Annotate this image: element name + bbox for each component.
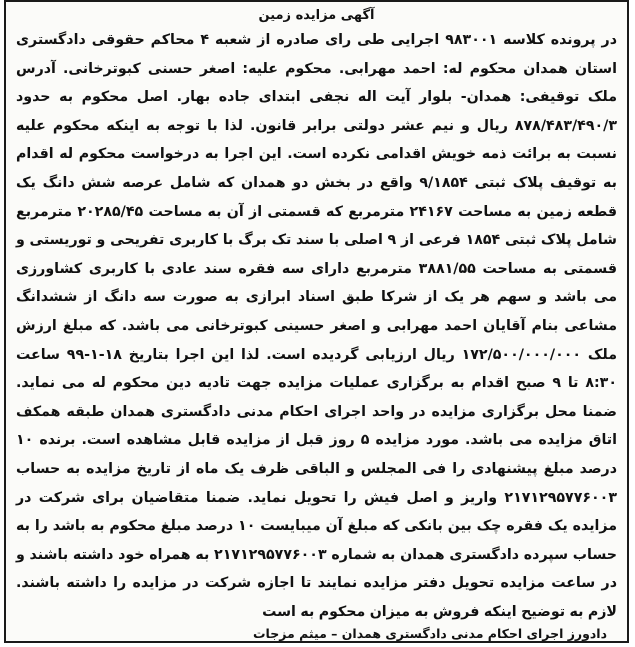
- notice-signature: دادورز اجرای احکام مدنی دادگستری همدان – میثم مزجات: [252, 626, 607, 642]
- notice-title: آگهی مزایده زمین: [258, 8, 375, 23]
- notice-frame: [4, 0, 629, 643]
- auction-notice: [6, 2, 627, 644]
- notice-body: در پرونده کلاسه ۹۸۳۰۰۱ اجرایی طی رای صادره از شعبه ۴ محاکم حقوقی دادگستری استان همدان محکوم له: احمد مهرابی. محکوم علیه: اصغر حسنی کبوترخانی. آدرس ملک توقیفی: همدان- بلوار آیت اله نجفی ابتدای جاده بهار. اصل محکوم به حدود ۸۷۸/۴۸۳/۴۹۰/۳ ریال و نیم عشر دولتی برابر قانون. لذا با توجه به اینکه محکوم علیه نسبت به برائت ذمه خویش اقدامی نکرده است. این اجرا به درخواست محکوم له اقدام به توقیف پلاک ثبتی ۹/۱۸۵۴ واقع در بخش دو همدان که شامل عرصه شش دانگ یک قطعه زمین به مساحت ۲۴۱۶۷ مترمربع که قسمتی از آن به مساحت ۲۰۲۸۵/۴۵ مترمربع شامل پلاک ثبتی ۱۸۵۴ فرعی از ۹ اصلی با سند تک برگ با کاربری تفریحی و توریستی و قسمتی به مساحت ۳۸۸۱/۵۵ مترمربع دارای سه فقره سند عادی با کاربری کشاورزی می باشد و سهم هر یک از شرکا طبق اسناد ابرازی به صورت سه دانگ از ششدانگ مشاعی بنام آقایان احمد مهرابی و اصغر حسینی کبوترخانی می باشد. که مبلغ ارزش ملک ۱۷۲/۵۰۰/۰۰۰/۰۰۰ ریال ارزیابی گردیده است. لذا این اجرا بتاریخ ۱۸-۱-۹۹ ساعت ۸:۳۰ تا ۹ صبح اقدام به برگزاری عملیات مزایده جهت تادیه دین محکوم له می نماید. ضمنا محل برگزاری مزایده در واحد اجرای احکام مدنی دادگستری همدان طبقه همکف اتاق مزایده می باشد. مورد مزایده ۵ روز قبل از مزایده قابل مشاهده است. برنده ۱۰ درصد مبلغ پیشنهادی را فی المجلس و الباقی ظرف یک ماه از تاریخ مزایده به حساب ۲۱۷۱۲۹۵۷۷۶۰۰۳ واریز و اصل فیش را تحویل نماید. ضمنا متقاضیان برای شرکت در مزایده یک فقره چک بین بانکی که مبلغ آن میبایست ۱۰ درصد مبلغ محکوم به باشد را به حساب سپرده دادگستری همدان به شماره ۲۱۷۱۲۹۵۷۷۶۰۰۳ به همراه خود داشته باشند و در ساعت مزایده تحویل دفتر مزایده نمایند تا اجازه شرکت در مزایده را داشته باشند. لازم به توضیح اینکه فروش به میزان محکوم به است: [16, 32, 618, 620]
